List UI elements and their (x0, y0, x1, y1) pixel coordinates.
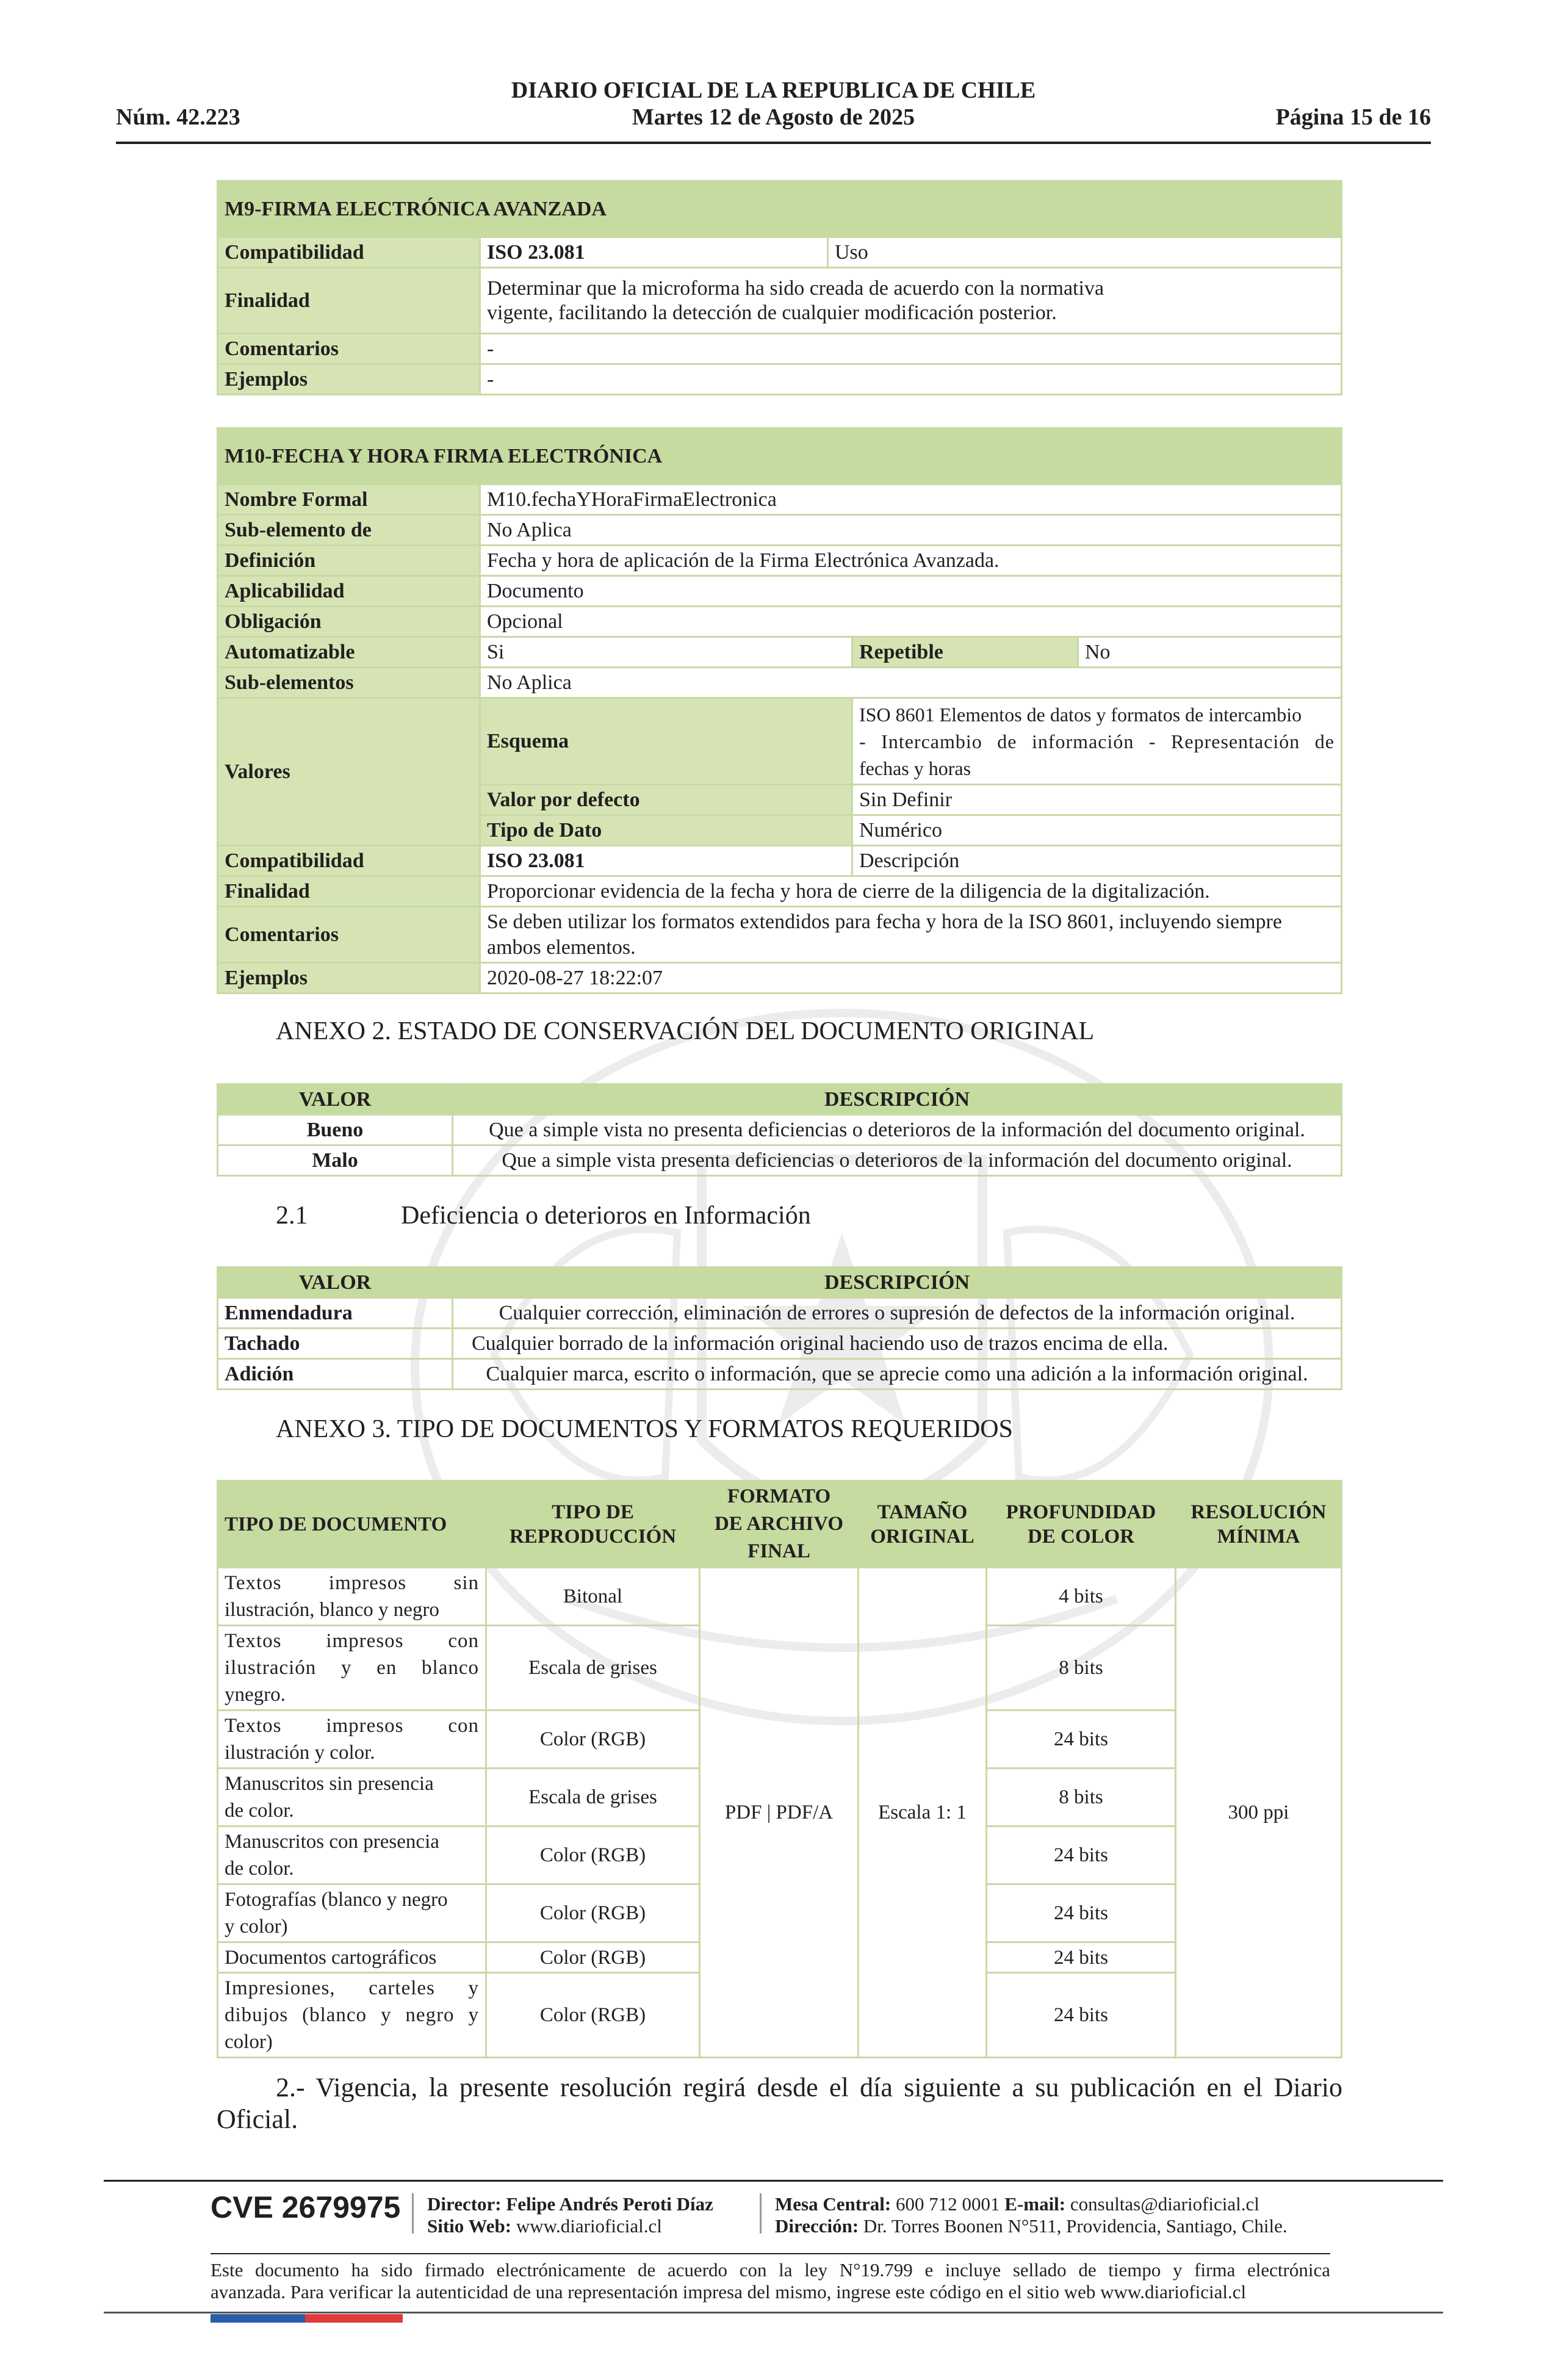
anexo3-prof: 24 bits (987, 1826, 1176, 1884)
anexo3-h-prof (987, 1481, 1176, 1568)
m10-esquema-line1: ISO 8601 Elementos de datos y formatos de intercambio (859, 703, 1302, 726)
issue-number: Núm. 42.223 (116, 104, 240, 130)
anexo3-h-res-1: RESOLUCIÓN (1190, 1501, 1327, 1523)
anexo3-tipo (218, 1769, 486, 1826)
m10-esquema-line2: - Intercambio de información - Representación de (859, 730, 1334, 752)
m10-def-label: Definición (218, 546, 480, 576)
m10-final-label: Finalidad (218, 876, 480, 907)
m10-final-value: Proporcionar evidencia de la fecha y hora de cierre de la diligencia de la digitalización. (480, 876, 1342, 907)
anexo3-prof: 4 bits (987, 1568, 1176, 1626)
m10-auto-value: Si (480, 637, 852, 668)
flag-blue-stripe (211, 2314, 305, 2323)
anexo3-repro: Escala de grises (486, 1626, 700, 1711)
table-row (218, 1145, 1342, 1176)
anexo3-prof: 24 bits (987, 1942, 1176, 1973)
m10-coment-label: Comentarios (218, 907, 480, 963)
cve-code: CVE 2679975 (211, 2190, 401, 2224)
m10-vdef-value: Sin Definir (852, 785, 1342, 815)
anexo3-tipo-line1: Textos impresos sin (225, 1572, 479, 1594)
m10-esquema-line3: fechas y horas (859, 757, 971, 779)
sec21-row-valor: Enmendadura (218, 1298, 453, 1329)
table-row (218, 1359, 1342, 1390)
anexo3-h-formato-3: FINAL (747, 1540, 810, 1562)
m9-table (217, 180, 1342, 395)
m10-esquema-label: Esquema (480, 698, 852, 785)
anexo3-h-repro (486, 1481, 700, 1568)
anexo3-tipo (218, 1711, 486, 1769)
anexo2-row-desc: Que a simple vista presenta deficiencias o deterioros de la información del documento original. (453, 1145, 1342, 1176)
anexo3-tipo-line1: Fotografías (blanco y negro (225, 1889, 448, 1911)
anexo3-repro: Escala de grises (486, 1769, 700, 1826)
page-header (116, 73, 1431, 142)
vigencia-line2: Oficial. (217, 2104, 298, 2134)
anexo2-row-valor: Malo (218, 1145, 453, 1176)
m10-aplic-label: Aplicabilidad (218, 576, 480, 607)
vigencia-line1: 2.- Vigencia, la presente resolución regirá desde el día siguiente a su publicación en el Diario (276, 2072, 1342, 2102)
sec21-col-desc: DESCRIPCIÓN (453, 1268, 1342, 1298)
anexo3-repro: Bitonal (486, 1568, 700, 1626)
anexo3-tipo (218, 1884, 486, 1942)
m10-oblig-value: Opcional (480, 607, 1342, 637)
anexo2-col-valor: VALOR (218, 1084, 453, 1115)
m10-oblig-label: Obligación (218, 607, 480, 637)
m9-final-line1: Determinar que la microforma ha sido creada de acuerdo con la normativa (487, 276, 1104, 300)
anexo3-tipo-line3: color) (225, 2031, 273, 2053)
m10-compat-desc: Descripción (852, 846, 1342, 876)
anexo3-prof: 24 bits (987, 1884, 1176, 1942)
table-row (218, 1568, 1342, 1626)
footer-separator (412, 2193, 414, 2234)
m10-aplic-value: Documento (480, 576, 1342, 607)
address: Dr. Torres Boonen N°511, Providencia, Santiago, Chile. (863, 2215, 1288, 2237)
anexo3-tipo-line1: Manuscritos sin presencia (225, 1773, 434, 1795)
anexo3-h-repro-1: TIPO DE (552, 1501, 634, 1523)
m10-repet-value: No (1078, 637, 1342, 668)
table-row (218, 1115, 1342, 1145)
anexo3-h-tam-2: ORIGINAL (870, 1525, 974, 1548)
anexo2-heading: ANEXO 2. ESTADO DE CONSERVACIÓN DEL DOCUMENTO ORIGINAL (276, 1017, 1095, 1045)
anexo3-tipo-line2: dibujos (blanco y negro y (225, 2004, 479, 2026)
m10-compat-label: Compatibilidad (218, 846, 480, 876)
table-row (218, 1298, 1342, 1329)
m10-vdef-label: Valor por defecto (480, 785, 852, 815)
footer-director-block (427, 2193, 713, 2237)
anexo2-row-valor: Bueno (218, 1115, 453, 1145)
anexo3-h-repro-2: REPRODUCCIÓN (509, 1525, 677, 1548)
anexo3-tipo (218, 1568, 486, 1626)
m9-ejem-value: - (480, 364, 1342, 395)
anexo3-repro: Color (RGB) (486, 1826, 700, 1884)
anexo3-h-tam-1: TAMAÑO (877, 1501, 968, 1523)
m9-title: M9-FIRMA ELECTRÓNICA AVANZADA (218, 181, 1342, 237)
sec21-table (217, 1266, 1342, 1390)
sec21-row-desc: Cualquier marca, escrito o información, que se aprecie como una adición a la información original. (453, 1359, 1342, 1390)
m9-final-line2: vigente, facilitando la detección de cualquier modificación posterior. (487, 301, 1057, 324)
footer-divider (104, 2180, 1443, 2182)
anexo3-h-tipo: TIPO DE DOCUMENTO (218, 1481, 486, 1568)
web-label: Sitio Web: (427, 2215, 512, 2237)
anexo2-table (217, 1083, 1342, 1177)
page-number: Página 15 de 16 (1275, 104, 1431, 130)
sec21-row-desc: Cualquier borrado de la información original haciendo uso de trazos encima de ella. (453, 1329, 1342, 1359)
m10-subel-value: No Aplica (480, 668, 1342, 698)
anexo3-tipo-line1: Impresiones, carteles y (225, 1977, 479, 1999)
m10-valores-label: Valores (218, 698, 480, 846)
m9-final-label: Finalidad (218, 268, 480, 334)
anexo3-prof: 8 bits (987, 1626, 1176, 1711)
signature-note (211, 2259, 1330, 2303)
mesa-label: Mesa Central: (775, 2193, 891, 2215)
anexo3-tipo-line1: Manuscritos con presencia (225, 1831, 439, 1853)
m10-auto-label: Automatizable (218, 637, 480, 668)
footer-inner-divider (211, 2253, 1330, 2254)
anexo3-tipo-line2: y color) (225, 1916, 288, 1938)
anexo2-col-desc: DESCRIPCIÓN (453, 1084, 1342, 1115)
anexo3-table (217, 1480, 1342, 2058)
m10-ejem-label: Ejemplos (218, 963, 480, 993)
m10-esquema-value (852, 698, 1342, 785)
m9-compat-label: Compatibilidad (218, 237, 480, 268)
issue-date: Martes 12 de Agosto de 2025 (632, 104, 915, 130)
m10-def-value: Fecha y hora de aplicación de la Firma Electrónica Avanzada. (480, 546, 1342, 576)
anexo3-repro: Color (RGB) (486, 1942, 700, 1973)
flag-red-stripe (305, 2314, 403, 2323)
director-name: Felipe Andrés Peroti Díaz (506, 2193, 713, 2215)
anexo3-tamano: Escala 1: 1 (859, 1568, 987, 2058)
m10-coment-line2: ambos elementos. (487, 936, 636, 959)
m9-coment-label: Comentarios (218, 334, 480, 364)
anexo3-tipo-line1: Documentos cartográficos (225, 1946, 437, 1969)
sec21-row-desc: Cualquier corrección, eliminación de errores o supresión de defectos de la información original. (453, 1298, 1342, 1329)
anexo3-tipo-line2: ilustración, blanco y negro (225, 1599, 439, 1621)
anexo3-tipo-line1: Textos impresos con (225, 1630, 479, 1652)
footer-bottom-divider (104, 2312, 1443, 2313)
anexo3-h-prof-1: PROFUNDIDAD (1006, 1501, 1156, 1523)
sec21-row-valor: Adición (218, 1359, 453, 1390)
anexo2-row-desc: Que a simple vista no presenta deficiencias o deterioros de la información del documento original. (453, 1115, 1342, 1145)
sec21-number: 2.1 (276, 1202, 308, 1230)
m10-nombre-label: Nombre Formal (218, 485, 480, 515)
anexo3-repro: Color (RGB) (486, 1884, 700, 1942)
m10-sub-de-label: Sub-elemento de (218, 515, 480, 546)
anexo3-h-formato (700, 1481, 859, 1568)
sec21-title: Deficiencia o deterioros en Información (401, 1202, 811, 1230)
anexo3-tipo-line2: de color. (225, 1858, 294, 1880)
anexo3-tipo-line2: ilustración y color. (225, 1742, 375, 1764)
m9-coment-value: - (480, 334, 1342, 364)
table-row (218, 1329, 1342, 1359)
address-label: Dirección: (775, 2215, 859, 2237)
m10-repet-label: Repetible (852, 637, 1078, 668)
m10-nombre-value: M10.fechaYHoraFirmaElectronica (480, 485, 1342, 515)
mesa-phone: 600 712 0001 (896, 2193, 1000, 2215)
anexo3-repro: Color (RGB) (486, 1973, 700, 2058)
vigencia-paragraph (217, 2072, 1342, 2135)
anexo3-tipo (218, 1626, 486, 1711)
anexo3-h-formato-1: FORMATO (727, 1485, 831, 1507)
anexo3-tipo-line1: Textos impresos con (225, 1715, 479, 1737)
email-link[interactable]: consultas@diarioficial.cl (1070, 2193, 1259, 2215)
signature-note-line2: avanzada. Para verificar la autenticidad de una representación impresa del mismo, ingrese este código en el sitio web www.diarioficial.cl (211, 2281, 1247, 2302)
anexo3-formato: PDF | PDF/A (700, 1568, 859, 2058)
anexo3-tipo (218, 1973, 486, 2058)
email-label: E-mail: (1004, 2193, 1066, 2215)
m10-tipo-label: Tipo de Dato (480, 815, 852, 846)
m10-title: M10-FECHA Y HORA FIRMA ELECTRÓNICA (218, 428, 1342, 485)
m9-compat-value: ISO 23.081 (480, 237, 828, 268)
anexo3-heading: ANEXO 3. TIPO DE DOCUMENTOS Y FORMATOS REQUERIDOS (276, 1415, 1013, 1443)
anexo3-repro: Color (RGB) (486, 1711, 700, 1769)
anexo3-tipo-line3: ynegro. (225, 1684, 286, 1706)
m9-ejem-label: Ejemplos (218, 364, 480, 395)
web-link[interactable]: www.diarioficial.cl (516, 2215, 662, 2237)
sec21-col-valor: VALOR (218, 1268, 453, 1298)
signature-note-line1: Este documento ha sido firmado electrónicamente de acuerdo con la ley N°19.799 e incluye sellado de tiempo y firma electrónica (211, 2259, 1330, 2281)
anexo3-prof: 24 bits (987, 1973, 1176, 2058)
anexo3-h-res (1176, 1481, 1342, 1568)
m10-coment-line1: Se deben utilizar los formatos extendidos para fecha y hora de la ISO 8601, incluyendo siempre (487, 910, 1282, 933)
anexo3-h-prof-2: DE COLOR (1027, 1525, 1135, 1548)
anexo3-h-res-2: MÍNIMA (1217, 1525, 1300, 1548)
anexo3-tipo (218, 1942, 486, 1973)
m10-compat-value: ISO 23.081 (480, 846, 852, 876)
anexo3-h-formato-2: DE ARCHIVO (714, 1513, 844, 1535)
m10-sub-de-value: No Aplica (480, 515, 1342, 546)
header-divider (116, 142, 1431, 144)
m9-compat-use: Uso (828, 237, 1342, 268)
m10-ejem-value: 2020-08-27 18:22:07 (480, 963, 1342, 993)
anexo3-tipo (218, 1826, 486, 1884)
journal-title: DIARIO OFICIAL DE LA REPUBLICA DE CHILE (511, 78, 1036, 103)
anexo3-resolucion: 300 ppi (1176, 1568, 1342, 2058)
m10-subel-label: Sub-elementos (218, 668, 480, 698)
m10-tipo-value: Numérico (852, 815, 1342, 846)
m10-table (217, 427, 1342, 994)
m9-final-value (480, 268, 1342, 334)
anexo3-tipo-line2: de color. (225, 1800, 294, 1822)
m10-coment-value (480, 907, 1342, 963)
anexo3-prof: 8 bits (987, 1769, 1176, 1826)
footer-separator (760, 2193, 762, 2234)
footer-contact-block (775, 2193, 1288, 2237)
anexo3-prof: 24 bits (987, 1711, 1176, 1769)
sec21-row-valor: Tachado (218, 1329, 453, 1359)
anexo3-tipo-line2: ilustración y en blanco (225, 1657, 479, 1679)
anexo3-h-tam (859, 1481, 987, 1568)
director-label: Director: (427, 2193, 502, 2215)
